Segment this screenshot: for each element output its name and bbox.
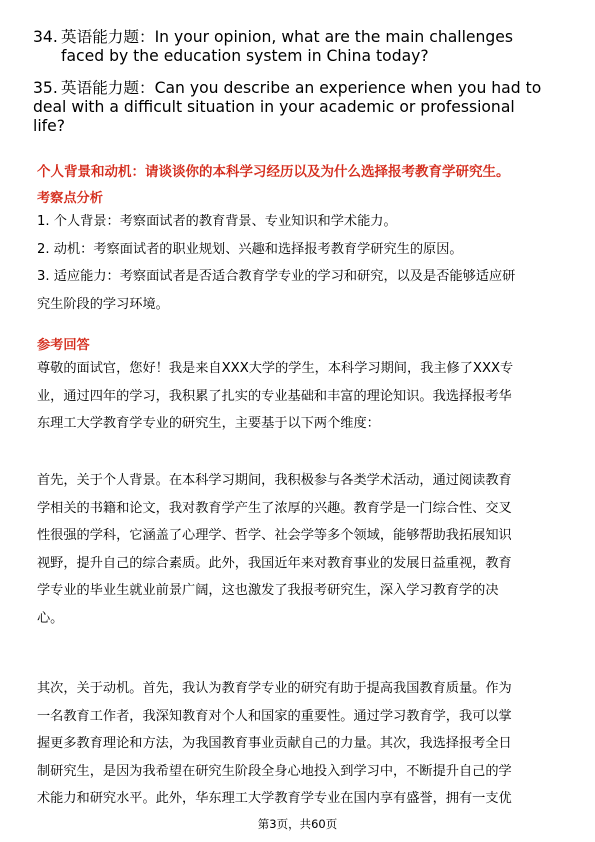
- question-text-line: life?: [33, 117, 66, 135]
- analysis-list: [37, 208, 559, 318]
- paragraph-line: 首先，关于个人背景。在本科学习期间，我积极参与各类学术活动，通过阅读教育: [37, 473, 512, 488]
- analysis-item: 1. 个人背景：考察面试者的教育背景、专业知识和学术能力。: [37, 214, 397, 229]
- paragraph-line: 业，通过四年的学习，我积累了扎实的专业基础和丰富的理论知识。我选择报考华: [37, 388, 512, 404]
- paragraph-line: 尊敬的面试官，您好！我是来自XXX大学的学生，本科学习期间，我主修了XXX专: [37, 361, 514, 376]
- page-footer: 第3页，共60页: [257, 817, 338, 831]
- question-35: [33, 79, 568, 136]
- paragraph-line: 握更多教育理论和方法，为我国教育事业贡献自己的力量。其次，我选择报考全日: [37, 736, 512, 751]
- answer-paragraph-3: [37, 675, 559, 813]
- answer-paragraph-1: [37, 355, 559, 438]
- paragraph-line: 学相关的书籍和论文，我对教育学产生了浓厚的兴趣。教育学是一门综合性、交叉: [37, 500, 512, 516]
- question-number: 35.: [33, 79, 58, 97]
- question-text-line: 英语能力题：Can you describe an experience when you had to: [61, 79, 542, 97]
- question-text-line: deal with a difficult situation in your academic or professional: [33, 98, 515, 116]
- question-text-line: 英语能力题：In your opinion, what are the main challenges: [61, 28, 514, 46]
- paragraph-line: 东理工大学教育学专业的研究生，主要基于以下两个维度：: [37, 416, 380, 431]
- paragraph-line: 制研究生，是因为我希望在研究生阶段全身心地投入到学习中，不断提升自己的学: [37, 763, 512, 779]
- question-text-line: faced by the education system in China today?: [61, 47, 429, 65]
- paragraph-line: 一名教育工作者，我深知教育对个人和国家的重要性。通过学习教育学，我可以掌: [37, 708, 512, 724]
- answer-paragraph-2: [37, 467, 559, 632]
- paragraph-line: 学专业的毕业生就业前景广阔，这也激发了我报考研究生，深入学习教育学的决: [37, 583, 499, 598]
- question-34: [33, 28, 568, 66]
- answer-heading: 参考回答: [37, 338, 90, 353]
- paragraph-line: 术能力和研究水平。此外，华东理工大学教育学专业在国内享有盛誉，拥有一支优: [37, 791, 512, 806]
- analysis-item: 3. 适应能力：考察面试者是否适合教育学专业的学习和研究，以及是否能够适应研: [37, 269, 516, 284]
- analysis-item: 2. 动机：考察面试者的职业规划、兴趣和选择报考教育学研究生的原因。: [37, 241, 463, 257]
- section-title: 个人背景和动机：请谈谈你的本科学习经历以及为什么选择报考教育学研究生。: [37, 164, 510, 180]
- paragraph-line: 心。: [37, 610, 64, 626]
- analysis-heading: 考察点分析: [37, 191, 103, 206]
- paragraph-line: 视野，提升自己的综合素质。此外，我国近年来对教育事业的发展日益重视，教育: [37, 555, 512, 571]
- paragraph-line: 其次，关于动机。首先，我认为教育学专业的研究有助于提高我国教育质量。作为: [37, 681, 512, 696]
- question-number: 34.: [33, 28, 58, 46]
- analysis-item-continued: 究生阶段的学习环境。: [37, 296, 169, 312]
- paragraph-line: 性很强的学科，它涵盖了心理学、哲学、社会学等多个领域，能够帮助我拓展知识: [37, 528, 512, 543]
